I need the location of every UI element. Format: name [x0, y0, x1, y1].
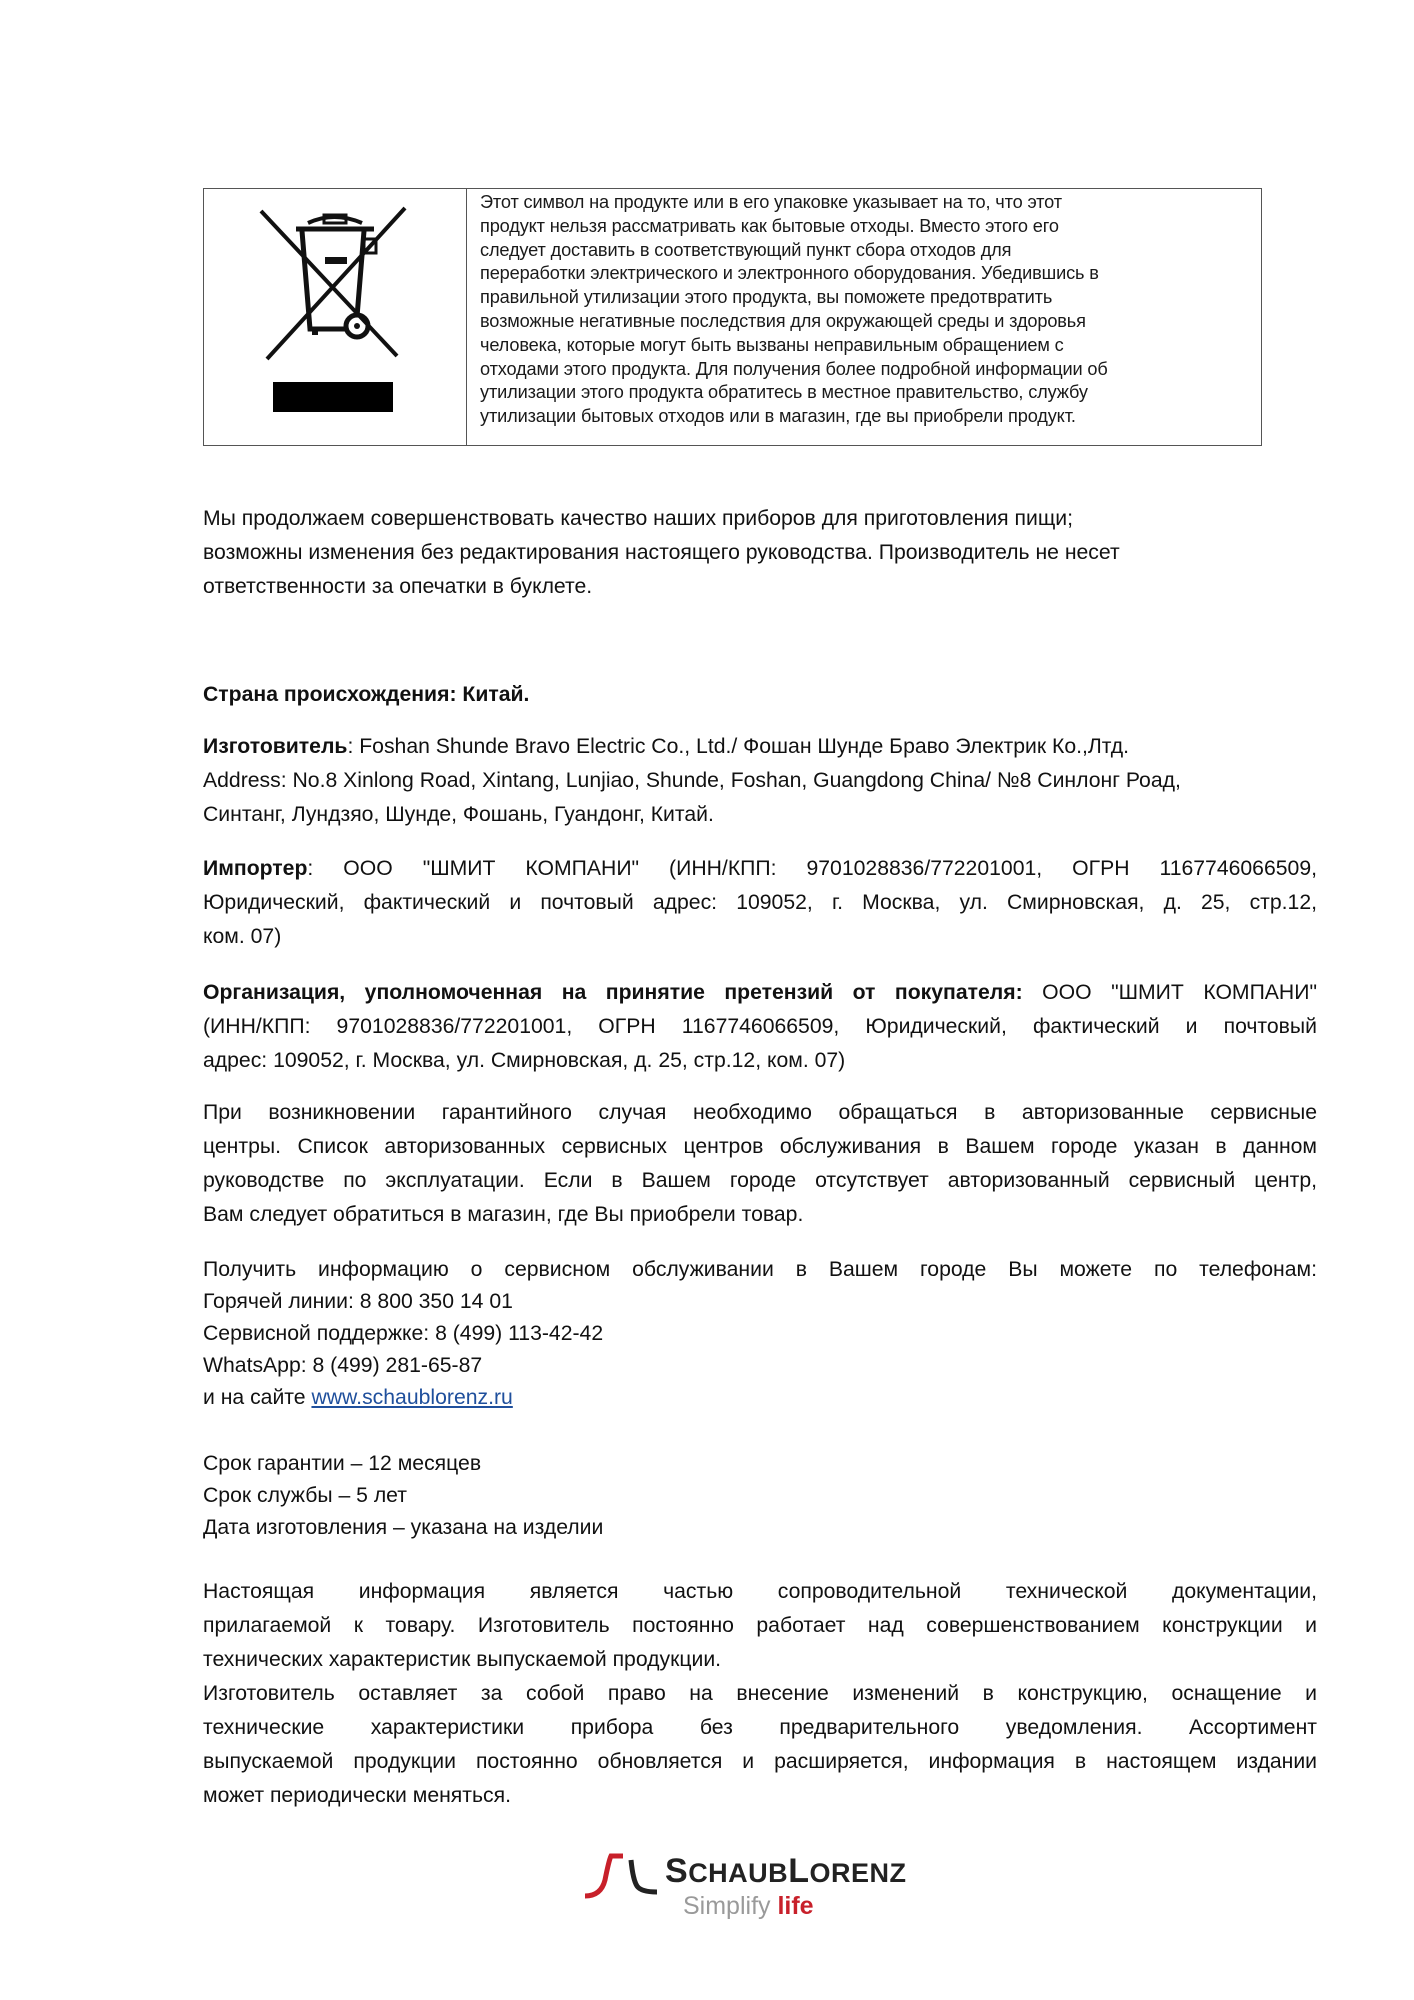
- hotline-phone: Горячей линии: 8 800 350 14 01: [203, 1290, 513, 1313]
- manufacturer-address-cont: Синтанг, Лундзяо, Шунде, Фошань, Гуандонг, Китай.: [203, 803, 714, 826]
- contacts-paragraph: [203, 1254, 1317, 1414]
- final-notice-line: прилагаемой к товару. Изготовитель постоянно работает над совершенствованием конструкции и: [203, 1614, 1317, 1637]
- manufacturer-name: : Foshan Shunde Bravo Electric Co., Ltd./ Фошан Шунде Браво Электрик Ко.,Лтд.: [347, 735, 1130, 758]
- final-notice-line: Изготовитель оставляет за собой право на внесение изменений в конструкцию, оснащение и: [203, 1682, 1317, 1705]
- weee-icon-cell: [204, 189, 467, 445]
- final-notice-line: технических характеристик выпускаемой продукции.: [203, 1648, 722, 1671]
- disclaimer-paragraph: [203, 502, 1317, 604]
- sl-swoosh-icon: [583, 1850, 663, 1910]
- weee-line: возможные негативные последствия для окружающей среды и здоровья: [480, 310, 1086, 331]
- weee-line: отходами этого продукта. Для получения более подробной информации об: [480, 358, 1108, 379]
- crossed-out-wheelie-bin-icon: [204, 189, 466, 445]
- final-notice-paragraph: [203, 1575, 1317, 1813]
- brand-name: SCHAUBLORENZ: [665, 1852, 907, 1890]
- claims-organization-label: Организация, уполномоченная на принятие претензий от покупателя:: [203, 981, 1023, 1004]
- brand-tagline: Simplify life: [683, 1892, 814, 1920]
- manufacturer-label: Изготовитель: [203, 735, 348, 758]
- disclaimer-line: Мы продолжаем совершенствовать качество наших приборов для приготовления пищи;: [203, 507, 1073, 530]
- disclaimer-line: возможны изменения без редактирования настоящего руководства. Производитель не несет: [203, 541, 1120, 564]
- importer-address-cont: ком. 07): [203, 925, 282, 948]
- manufacture-date: Дата изготовления – указана на изделии: [203, 1516, 604, 1539]
- disclaimer-line: ответственности за опечатки в буклете.: [203, 575, 593, 598]
- claims-organization-details: (ИНН/КПП: 9701028836/772201001, ОГРН 1167746066509, Юридический, фактический и почтовый: [203, 1015, 1317, 1038]
- country-of-origin: Страна происхождения: Китай.: [203, 683, 530, 706]
- warranty-service-line: При возникновении гарантийного случая необходимо обращаться в авторизованные сервисные: [203, 1101, 1317, 1124]
- schaub-lorenz-logo: [583, 1850, 943, 1930]
- final-notice-line: выпускаемой продукции постоянно обновляется и расширяется, информация в настоящем издании: [203, 1750, 1317, 1773]
- manufacturer-address: Address: No.8 Xinlong Road, Xintang, Lunjiao, Shunde, Foshan, Guangdong China/ №8 Синлонг Роад,: [203, 769, 1181, 792]
- manufacturer-paragraph: [203, 730, 1317, 832]
- weee-line: следует доставить в соответствующий пункт сбора отходов для: [480, 239, 1012, 260]
- support-phone: Сервисной поддержке: 8 (499) 113-42-42: [203, 1322, 604, 1345]
- claims-organization-address: адрес: 109052, г. Москва, ул. Смирновская, д. 25, стр.12, ком. 07): [203, 1049, 846, 1072]
- final-notice-line: может периодически меняться.: [203, 1784, 511, 1807]
- service-life: Срок службы – 5 лет: [203, 1484, 407, 1507]
- final-notice-line: Настоящая информация является частью сопроводительной технической документации,: [203, 1580, 1317, 1603]
- weee-line: переработки электрического и электронного оборудования. Убедившись в: [480, 263, 1099, 284]
- warranty-period: Срок гарантии – 12 месяцев: [203, 1452, 482, 1475]
- site-prefix: и на сайте: [203, 1386, 312, 1409]
- weee-line: правильной утилизации этого продукта, вы поможете предотвратить: [480, 287, 1053, 308]
- weee-notice-text: [467, 189, 1261, 445]
- terms-block: [203, 1448, 1317, 1544]
- warranty-service-line: центры. Список авторизованных сервисных центров обслуживания в Вашем городе указан в данном: [203, 1135, 1317, 1158]
- contacts-intro: Получить информацию о сервисном обслуживании в Вашем городе Вы можете по телефонам:: [203, 1258, 1317, 1281]
- claims-organization-name: ООО "ШМИТ КОМПАНИ": [1022, 981, 1317, 1004]
- weee-line: Этот символ на продукте или в его упаковке указывает на то, что этот: [480, 192, 1062, 212]
- final-notice-line: технические характеристики прибора без предварительного уведомления. Ассортимент: [203, 1716, 1317, 1739]
- importer-address: Юридический, фактический и почтовый адрес: 109052, г. Москва, ул. Смирновская, д. 25, стр.12,: [203, 891, 1317, 914]
- warranty-service-line: Вам следует обратиться в магазин, где Вы приобрели товар.: [203, 1203, 804, 1226]
- importer-label: Импортер: [203, 857, 308, 880]
- warranty-service-line: руководстве по эксплуатации. Если в Вашем городе отсутствует авторизованный сервисный центр,: [203, 1169, 1317, 1192]
- weee-line: утилизации бытовых отходов или в магазин, где вы приобрели продукт.: [480, 406, 1076, 427]
- website-link[interactable]: www.schaublorenz.ru: [311, 1386, 513, 1409]
- importer-details: : ООО "ШМИТ КОМПАНИ" (ИНН/КПП: 9701028836/772201001, ОГРН 1167746066509,: [307, 857, 1317, 880]
- weee-notice-table: [203, 188, 1262, 446]
- whatsapp-phone: WhatsApp: 8 (499) 281-65-87: [203, 1354, 483, 1377]
- weee-line: человека, которые могут быть вызваны неправильным обращением с: [480, 334, 1064, 355]
- weee-line: продукт нельзя рассматривать как бытовые отходы. Вместо этого его: [480, 215, 1059, 236]
- claims-organization-paragraph: [203, 976, 1317, 1078]
- importer-paragraph: [203, 852, 1317, 954]
- warranty-service-paragraph: [203, 1096, 1317, 1232]
- weee-line: утилизации этого продукта обратитесь в местное правительство, службу: [480, 382, 1088, 403]
